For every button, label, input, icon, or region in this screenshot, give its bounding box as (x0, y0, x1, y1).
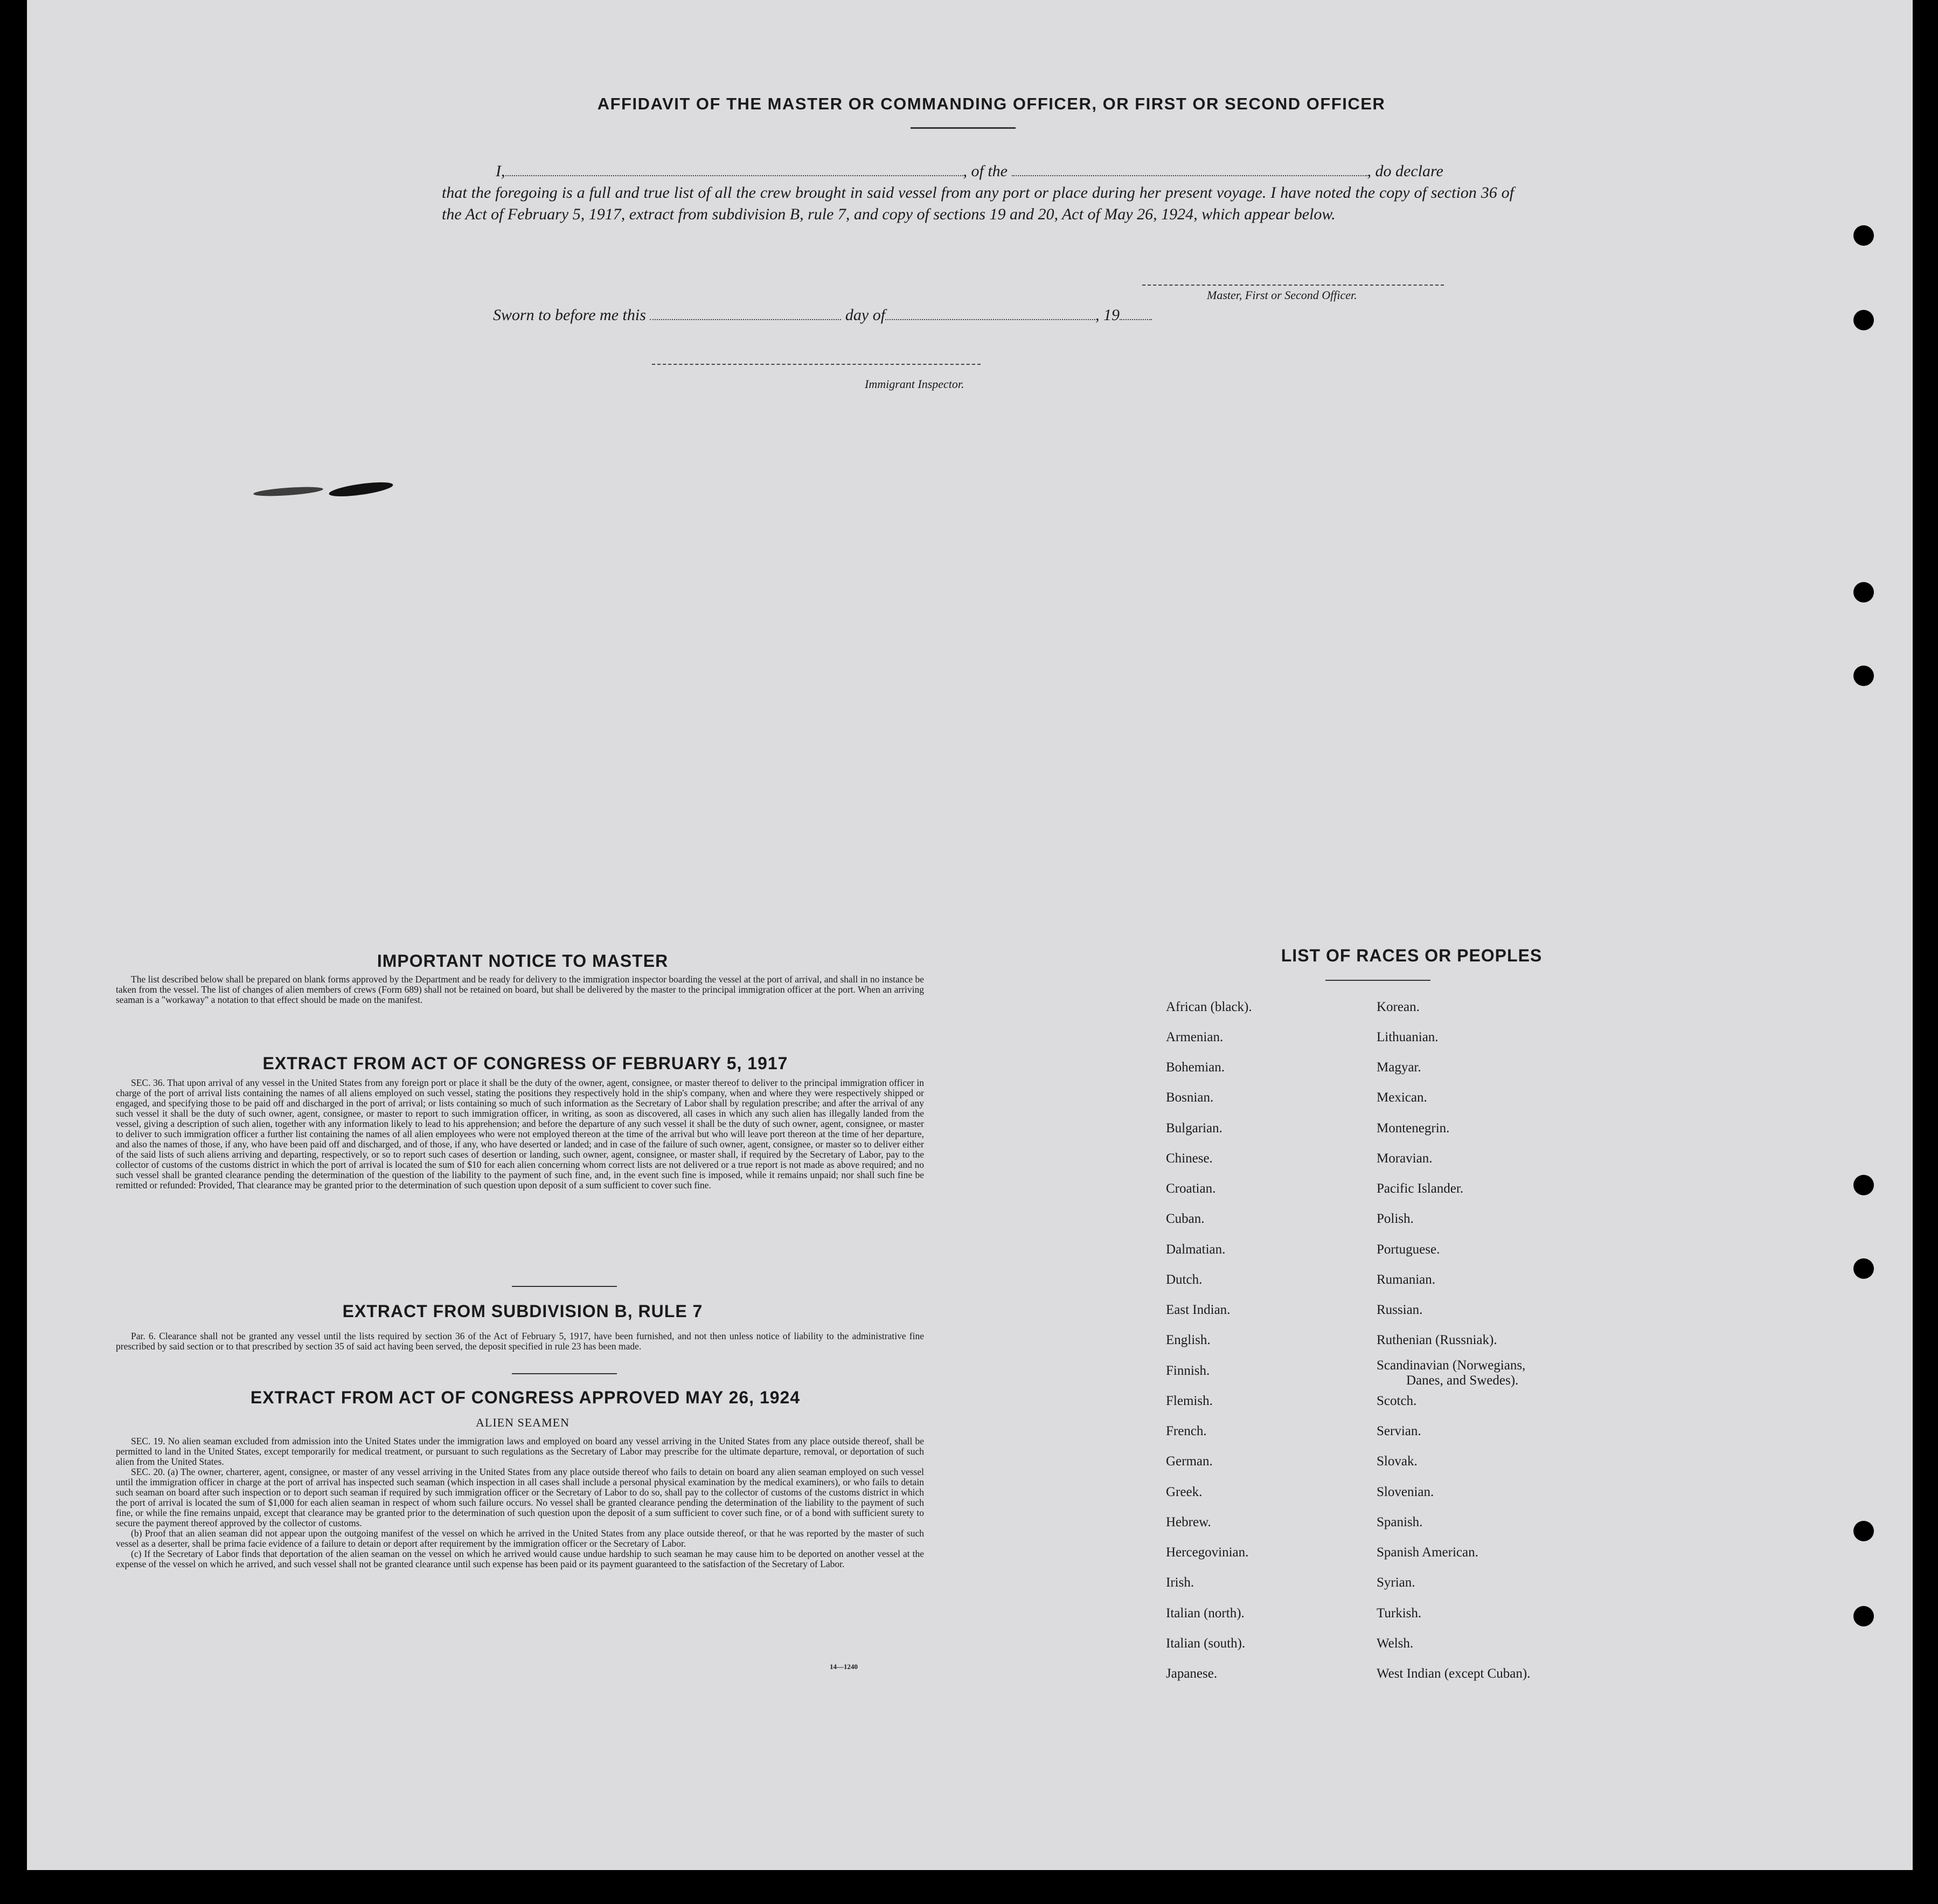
sworn-line (493, 304, 1152, 326)
binder-hole (1853, 582, 1874, 603)
title-rule (911, 127, 1016, 129)
race-left: Greek. (1166, 1485, 1203, 1499)
extract-1917-title: EXTRACT FROM ACT OF CONGRESS OF FEBRUARY 5, 1917 (262, 1054, 788, 1073)
inspector-signature-label: Immigrant Inspector. (865, 377, 964, 391)
race-left: Chinese. (1166, 1151, 1213, 1166)
binder-hole (1853, 310, 1874, 330)
race-right: Turkish. (1377, 1606, 1422, 1621)
notice-text (116, 974, 924, 1005)
race-right: Mexican. (1377, 1090, 1427, 1105)
binder-hole (1853, 225, 1874, 246)
race-left: Cuban. (1166, 1211, 1205, 1226)
race-left: Flemish. (1166, 1394, 1213, 1408)
alien-seamen-subtitle: ALIEN SEAMEN (476, 1416, 569, 1429)
extract-1924-title: EXTRACT FROM ACT OF CONGRESS APPROVED MAY 26, 1924 (250, 1388, 801, 1407)
affidavit-title: AFFIDAVIT OF THE MASTER OR COMMANDING OFFICER, OR FIRST OR SECOND OFFICER (597, 94, 1386, 113)
year-label: , 19 (1095, 306, 1120, 324)
race-right: Magyar. (1377, 1060, 1421, 1075)
race-left: Italian (north). (1166, 1606, 1245, 1621)
race-left: Italian (south). (1166, 1636, 1246, 1651)
race-left: Armenian. (1166, 1030, 1224, 1044)
decl-declare: , do declare (1367, 162, 1443, 180)
rule7-paragraph: Par. 6. Clearance shall not be granted any vessel until the lists required by section 36 of the Act of February 5, 1917, have been furnished, and not then unless notice of liability to the administrative fine prescribed by said section or to that prescribed by section 35 of said act having been served, the deposit specified in rule 23 has been made. (116, 1331, 924, 1352)
race-right: Pacific Islander. (1377, 1181, 1464, 1196)
race-right-continuation: Danes, and Swedes). (1406, 1373, 1519, 1388)
form-number: 14—1240 (830, 1663, 858, 1671)
sworn-day-blank (650, 319, 841, 320)
race-left: Irish. (1166, 1575, 1194, 1590)
race-left: Japanese. (1166, 1666, 1218, 1681)
sworn-label: Sworn to before me this (493, 306, 646, 324)
notice-title: IMPORTANT NOTICE TO MASTER (377, 951, 669, 971)
notice-paragraph: The list described below shall be prepared on blank forms approved by the Department and be ready for delivery to the immigration inspector boarding the vessel at the port of arrival, and shall in no instance be taken from the vessel. The list of changes of alien members of crews (Form 689) shall not be retained on board, but shall be delivered by the master to the principal immigration officer at the port. When an arriving seaman is a "workaway" a notation to that effect should be made on the manifest. (116, 974, 924, 1005)
vessel-blank (1012, 175, 1367, 176)
master-signature-label: Master, First or Second Officer. (1207, 288, 1357, 302)
race-right: Portuguese. (1377, 1242, 1440, 1257)
race-right: Servian. (1377, 1424, 1421, 1438)
race-right: West Indian (except Cuban). (1377, 1666, 1531, 1681)
race-right: Moravian. (1377, 1151, 1433, 1166)
binder-hole (1853, 666, 1874, 686)
race-right: Slovenian. (1377, 1485, 1434, 1499)
extract-1924-text (116, 1436, 924, 1569)
race-left: East Indian. (1166, 1303, 1231, 1317)
race-left: Croatian. (1166, 1181, 1216, 1196)
rule7-text (116, 1331, 924, 1352)
race-left: Bosnian. (1166, 1090, 1214, 1105)
decl-i: I, (496, 162, 505, 180)
document-page (27, 0, 1913, 1870)
section-rule (512, 1373, 617, 1374)
race-left: Finnish. (1166, 1363, 1210, 1378)
ink-smudge (253, 485, 324, 497)
race-left: Hercegovinian. (1166, 1545, 1249, 1560)
race-right: Slovak. (1377, 1454, 1418, 1469)
race-left: German. (1166, 1454, 1213, 1469)
race-right: Rumanian. (1377, 1272, 1436, 1287)
sec20a-paragraph: SEC. 20. (a) The owner, charterer, agent, consignee, or master of any vessel arriving in the United States from any place outside thereof who fails to detain on board any alien seaman employed on such vessel until the immigration officer in charge at the port of arrival has inspected such seaman (which inspection in all cases shall include a personal physical examination by the medical examiners), or who fails to detain such seaman on board after such inspection or to deport such seaman if required by such immigration officer or the Secretary of Labor to do so, shall pay to the collector of customs of the customs district in which the port of arrival is located the sum of $1,000 for each alien seaman in respect of whom such failure occurs. No vessel shall be granted clearance pending the determination of the liability to the payment of such fine, or while the fine remains unpaid, except that clearance may be granted prior to the determination of such question upon the deposit of a sum sufficient to cover such fine, or of a bond with sufficient surety to secure the payment thereof approved by the collector of customs. (116, 1466, 924, 1528)
extract-1917-text (116, 1078, 924, 1190)
declaration-line (496, 161, 1519, 182)
race-left: Dalmatian. (1166, 1242, 1226, 1257)
race-right: Syrian. (1377, 1575, 1415, 1590)
race-right: Korean. (1377, 1000, 1420, 1014)
race-right: Spanish. (1377, 1515, 1423, 1529)
race-right: Spanish American. (1377, 1545, 1478, 1560)
race-right: Ruthenian (Russniak). (1377, 1333, 1497, 1347)
race-left: Bohemian. (1166, 1060, 1225, 1075)
race-right: Scandinavian (Norwegians, (1377, 1358, 1526, 1373)
race-right: Russian. (1377, 1303, 1423, 1317)
race-left: French. (1166, 1424, 1207, 1438)
name-blank (505, 175, 963, 176)
ink-smudge (328, 480, 394, 500)
race-left: Hebrew. (1166, 1515, 1211, 1529)
race-right: Welsh. (1377, 1636, 1414, 1651)
decl-of: , of the (963, 162, 1008, 180)
race-left: African (black). (1166, 1000, 1252, 1014)
day-of-label: day of (845, 306, 886, 324)
binder-hole (1853, 1175, 1874, 1195)
races-title-rule (1325, 980, 1430, 981)
section-rule (512, 1286, 617, 1287)
race-right: Polish. (1377, 1211, 1414, 1226)
year-blank (1120, 319, 1152, 320)
inspector-sig-line (652, 364, 981, 365)
sec36-paragraph: SEC. 36. That upon arrival of any vessel in the United States from any foreign port or place it shall be the duty of the owner, agent, consignee, or master thereof to deliver to the principal immigration officer in charge of the port of arrival lists containing the names of all aliens employed on such vessel, stating the positions they respectively hold in the ship's company, when and where they were respectively shipped or engaged, and specifying those to be paid off and discharged in the port of arrival; or lists containing so much of such information as the Secretary of Labor shall by regulation prescribe; and after the arrival of any such vessel it shall be the duty of such owner, agent, consignee, or master to report to such immigration officer, in writing, as soon as discovered, all cases in which any such alien has illegally landed from the vessel, giving a description of such alien, together with any information likely to lead to his apprehension; and before the departure of any such vessel it shall be the duty of such owner, agent, consignee, or master to deliver to such immigration officer a further list containing the names of all alien employees who were not employed thereon at the time of the arrival but who will leave port thereon at the time of her departure, and also the names of those, if any, who have been paid off and discharged, and of those, if any, who have deserted or landed; and in case of the failure of such owner, agent, consignee, or master so to deliver either of the said lists of such aliens arriving and departing, respectively, or so to report such cases of desertion or landing, such owner, agent, consignee, or master shall, if required by the Secretary of Labor, pay to the collector of customs of the customs district in which the port of arrival is located the sum of $10 for each alien concerning whom correct lists are not delivered or a true report is not made as above required; and no such vessel shall be granted clearance pending the determination of the question of the liability to the payment of such fine, and, in the event such fine is imposed, while it remains unpaid; nor shall such fine be remitted or refunded: Provided, That clearance may be granted prior to the determination of such question upon deposit of a sum sufficient to cover such fine. (116, 1077, 924, 1190)
rule7-title: EXTRACT FROM SUBDIVISION B, RULE 7 (342, 1301, 703, 1321)
race-right: Montenegrin. (1377, 1121, 1450, 1136)
race-right: Scotch. (1377, 1394, 1417, 1408)
sec19-paragraph: SEC. 19. No alien seaman excluded from admission into the United States under the immigration laws and employed on board any vessel arriving in the United States from any place outside thereof, shall be permitted to land in the United States, except temporarily for medical treatment, or pursuant to such regulations as the Secretary of Labor may prescribe for the ultimate departure, removal, or deportation of such alien from the United States. (116, 1436, 924, 1467)
race-left: Dutch. (1166, 1272, 1203, 1287)
sec20b-paragraph: (b) Proof that an alien seaman did not appear upon the outgoing manifest of the vessel on which he arrived in the United States from any place outside thereof, or that he was reported by the master of such vessel as a deserter, shall be prima facie evidence of a failure to detain or deport after requirement by the immigration officer or the Secretary of Labor. (116, 1528, 924, 1549)
binder-hole (1853, 1258, 1874, 1279)
race-left: Bulgarian. (1166, 1121, 1222, 1136)
binder-hole (1853, 1606, 1874, 1626)
binder-hole (1853, 1521, 1874, 1541)
race-right: Lithuanian. (1377, 1030, 1439, 1044)
month-blank (885, 319, 1095, 320)
declaration-body: that the foregoing is a full and true list of all the crew brought in said vessel from any port or place during her present voyage. I have noted the copy of section 36 of the Act of February 5, 1917, extract from subdivision B, rule 7, and copy of sections 19 and 20, Act of May 26, 1924, which appear below. (442, 184, 1514, 223)
races-title: LIST OF RACES OR PEOPLES (1281, 946, 1543, 965)
sec20c-paragraph: (c) If the Secretary of Labor finds that deportation of the alien seaman on the vessel on which he arrived would cause undue hardship to such seaman he may cause him to be deported on another vessel at the expense of the vessel on which he arrived, and such vessel shall not be granted clearance until such expense has been paid or its payment guaranteed to the satisfaction of the Secretary of Labor. (116, 1548, 924, 1569)
race-left: English. (1166, 1333, 1211, 1347)
master-sig-line (1142, 285, 1444, 286)
